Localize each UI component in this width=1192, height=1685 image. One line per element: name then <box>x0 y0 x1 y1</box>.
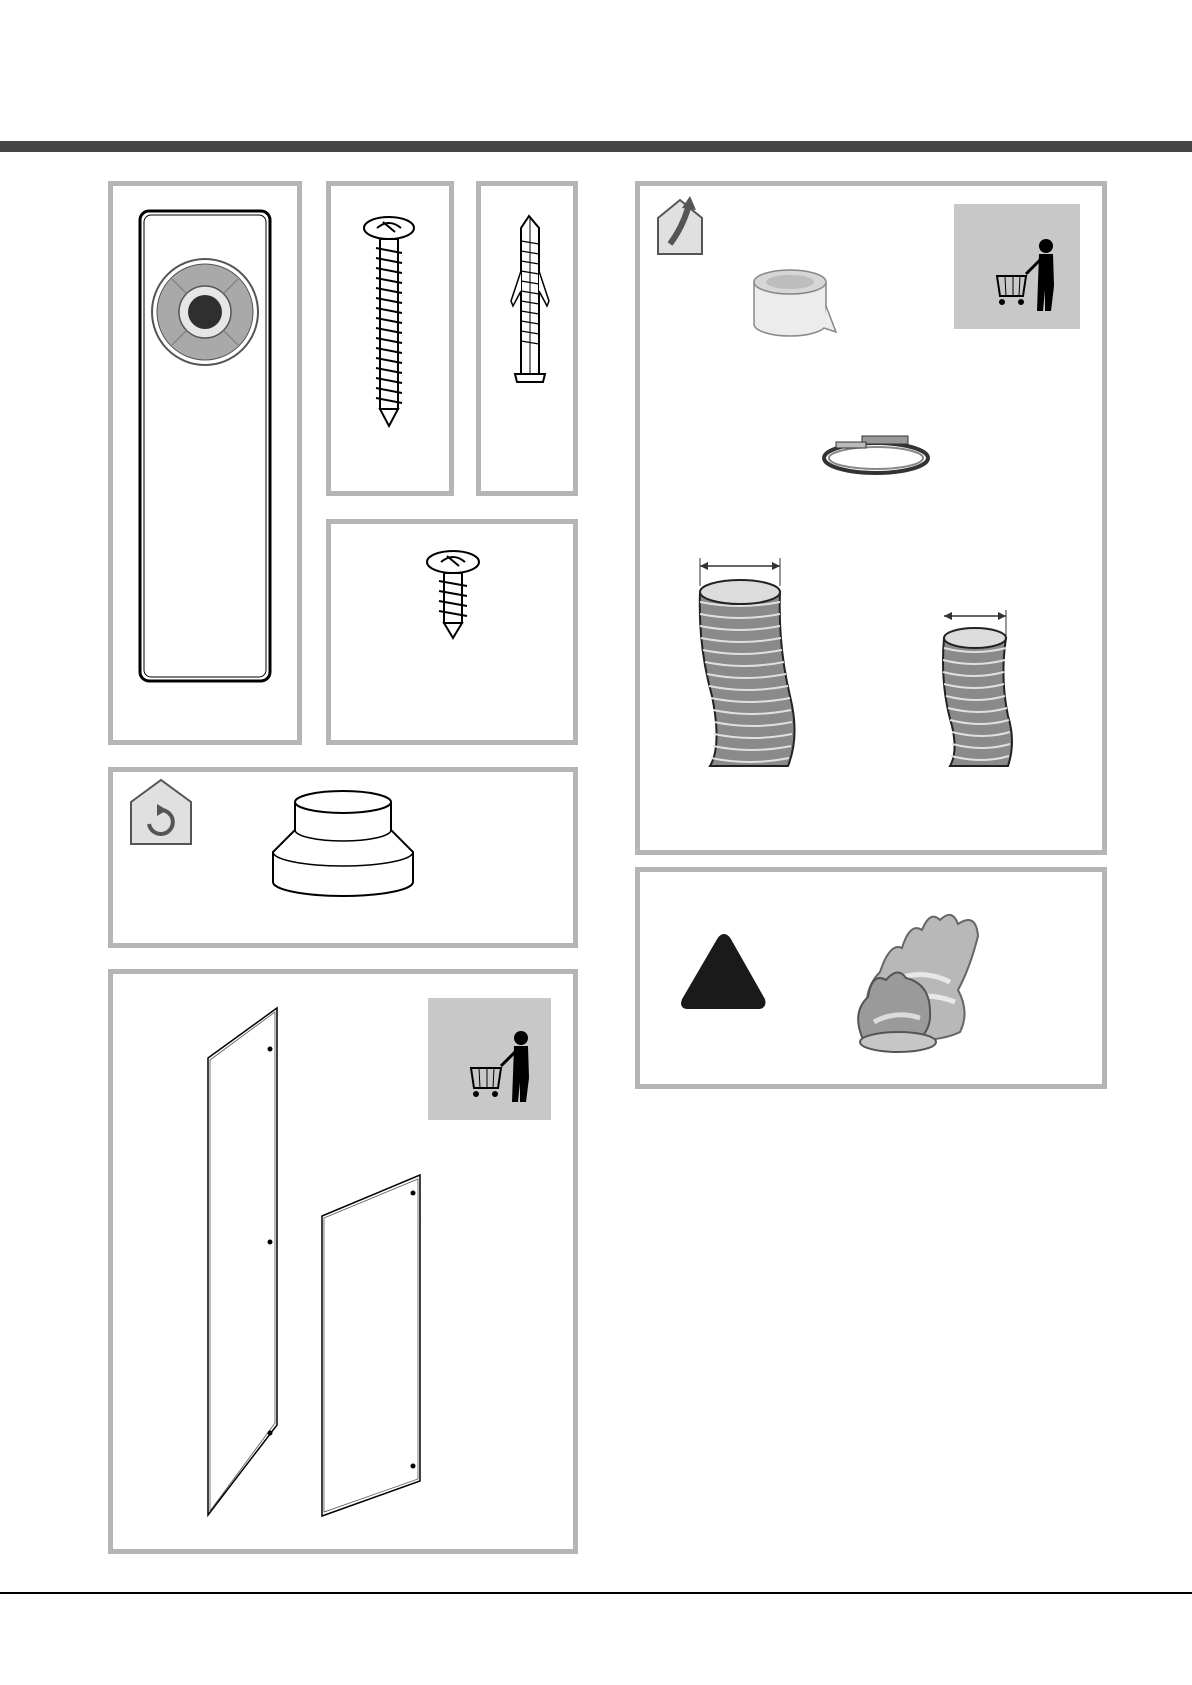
component-box-safety-gloves <box>635 867 1107 1089</box>
wall-plug-icon <box>481 186 573 491</box>
glass-panels-icon <box>208 1008 420 1516</box>
short-screw-icon <box>331 524 573 740</box>
ducting-mode-icon <box>658 196 702 254</box>
header-bar <box>0 141 1192 152</box>
glass-panels-illustration <box>113 974 573 1549</box>
remote-control-icon <box>113 186 297 740</box>
safety-gloves-illustration <box>640 872 1102 1084</box>
flexible-duct-small-icon <box>943 610 1012 766</box>
component-box-ducting-kit <box>635 181 1107 855</box>
component-box-glass-panels <box>108 969 578 1554</box>
flexible-duct-large-icon <box>700 558 795 766</box>
shop-purchase-icon <box>428 998 551 1120</box>
component-box-short-screw <box>326 519 578 745</box>
warning-triangle-icon <box>684 937 763 1006</box>
duct-reducer-icon <box>273 791 413 896</box>
shop-purchase-icon <box>954 204 1080 329</box>
protective-gloves-icon <box>858 915 978 1052</box>
component-box-recirculation-reducer <box>108 767 578 948</box>
component-box-long-screw <box>326 181 454 496</box>
footer-rule <box>0 1592 1192 1594</box>
hose-clamp-icon <box>824 436 928 473</box>
long-screw-icon <box>331 186 449 491</box>
component-box-wall-plug <box>476 181 578 496</box>
ducting-kit-illustration <box>640 186 1102 850</box>
recirculation-kit-illustration <box>113 772 573 943</box>
aluminium-tape-icon <box>754 270 836 336</box>
component-box-remote-control <box>108 181 302 745</box>
recirculation-mode-icon <box>131 780 191 844</box>
